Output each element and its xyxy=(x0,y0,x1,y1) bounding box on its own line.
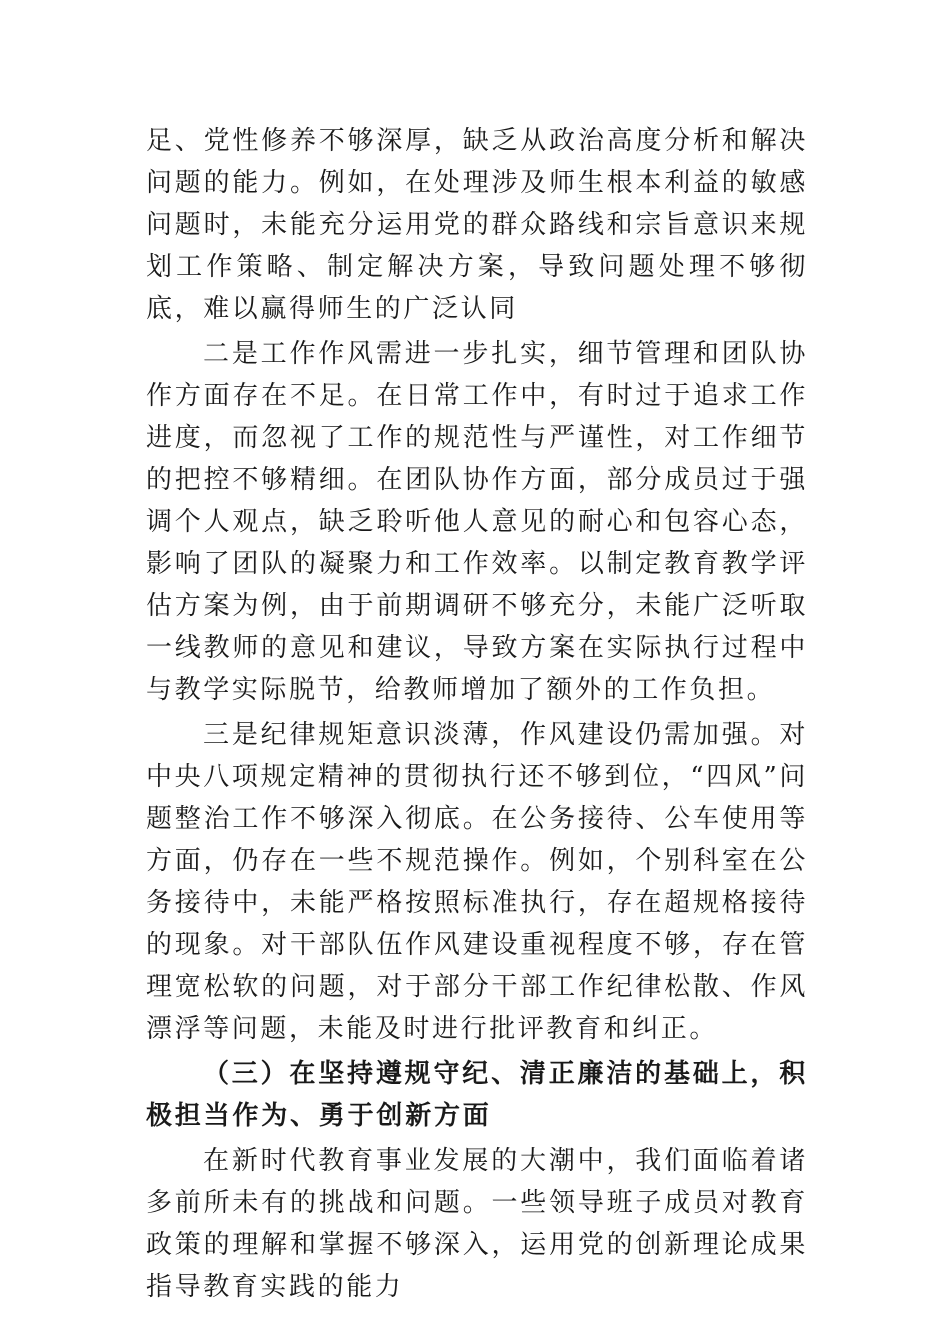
paragraph-innovation: 在新时代教育事业发展的大潮中，我们面临着诸多前所未有的挑战和问题。一些领导班子成员对教育政策的理解和掌握不够深入，运用党的创新理论成果指导教育实践的能力 xyxy=(146,1146,808,1302)
paragraph-work-style: 二是工作作风需进一步扎实，细节管理和团队协作方面存在不足。在日常工作中，有时过于追求工作进度，而忽视了工作的规范性与严谨性，对工作细节的把控不够精细。在团队协作方面，部分成员过于强调个人观点，缺乏聆听他人意见的耐心和包容心态，影响了团队的凝聚力和工作效率。以制定教育教学评估方案为例，由于前期调研不够充分，未能广泛听取一线教师的意见和建议，导致方案在实际执行过程中与教学实际脱节，给教师增加了额外的工作负担。 xyxy=(146,339,808,705)
paragraph-discipline: 三是纪律规矩意识淡薄，作风建设仍需加强。对中央八项规定精神的贯彻执行还不够到位，“四风”问题整治工作不够深入彻底。在公务接待、公车使用等方面，仍存在一些不规范操作。例如，个别科室在公务接待中，未能严格按照标准执行，存在超规格接待的现象。对干部队伍作风建设重视程度不够，存在管理宽松软的问题，对于部分干部工作纪律松散、作风漂浮等问题，未能及时进行批评教育和纠正。 xyxy=(146,720,808,1044)
document-body xyxy=(146,120,808,1311)
section-heading-three: （三）在坚持遵规守纪、清正廉洁的基础上，积极担当作为、勇于创新方面 xyxy=(146,1059,808,1131)
paragraph-continuation: 足、党性修养不够深厚，缺乏从政治高度分析和解决问题的能力。例如，在处理涉及师生根本利益的敏感问题时，未能充分运用党的群众路线和宗旨意识来规划工作策略、制定解决方案，导致问题处理不够彻底，难以赢得师生的广泛认同 xyxy=(146,126,808,324)
